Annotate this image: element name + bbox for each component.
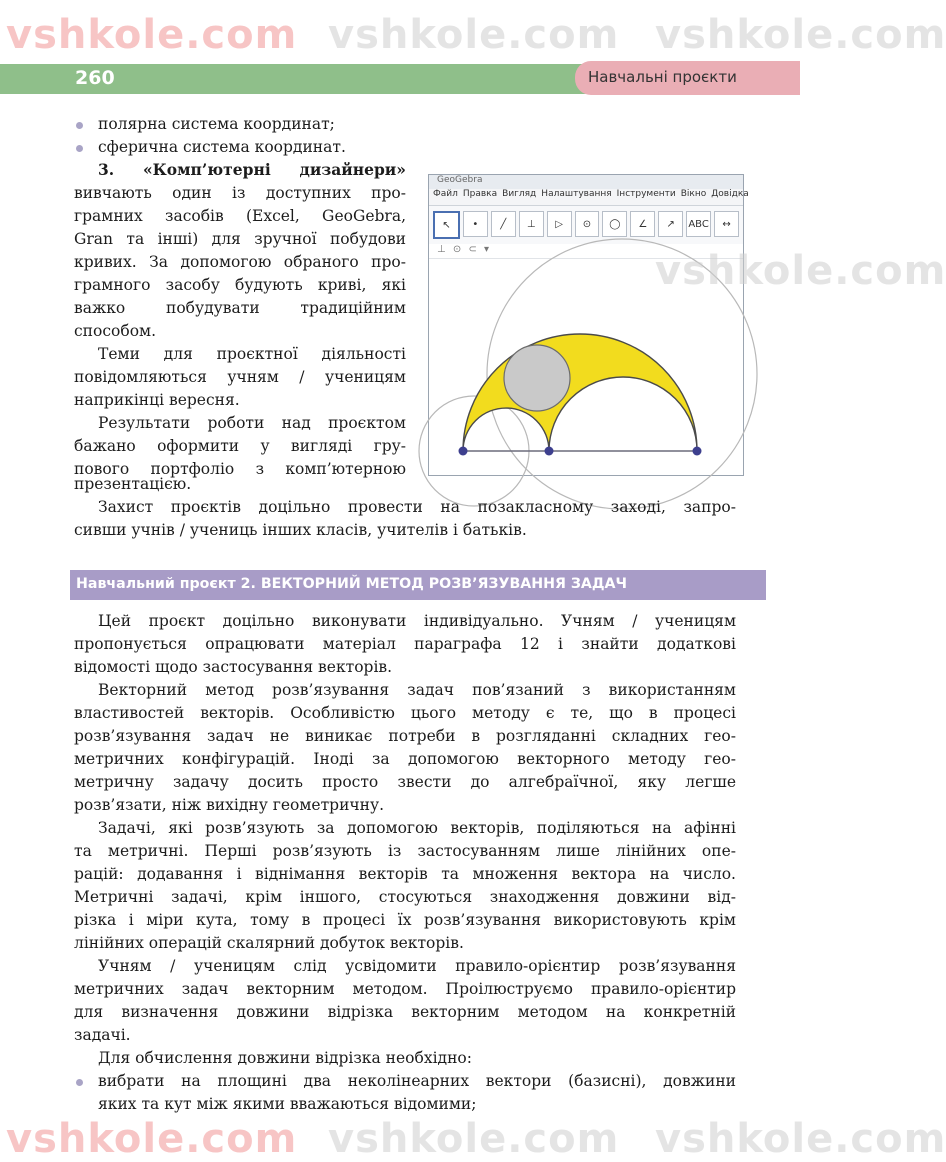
paragraph-line: бажано оформити у вигляді гру-	[74, 437, 406, 455]
pointer-tool-icon[interactable]: ↖	[433, 211, 460, 239]
inscribed-circle	[504, 345, 570, 411]
paragraph-line: задачі.	[74, 1026, 131, 1044]
paragraph-line: Теми для проєктної діяльності	[98, 345, 406, 363]
paragraph-line: Захист проєктів доцільно провести на позакласному заході, запро-	[98, 498, 736, 516]
paragraph-line: Задачі, які розв’язують за допомогою векторів, поділяються на афінні	[98, 819, 736, 837]
drawing-canvas	[429, 259, 743, 495]
paragraph-line: Для обчислення довжини відрізка необхідно:	[98, 1049, 472, 1067]
list-item: полярна система координат;	[98, 115, 335, 133]
point-a[interactable]	[459, 447, 468, 456]
paragraph-line: пропонується опрацювати матеріал параграфа 12 і знайти додаткові	[74, 635, 736, 653]
paragraph-line: презентацією.	[74, 475, 192, 493]
paragraph-line: Gran та інші) для зручної побудови	[74, 230, 406, 248]
arbelos-shape	[463, 334, 697, 451]
paragraph-line: відомості щодо застосування векторів.	[74, 658, 393, 676]
menu-item[interactable]: Налаштування	[541, 189, 612, 199]
paragraph-line: пового портфоліо з комп’ютерною	[74, 460, 406, 478]
watermark: vshkole.com	[328, 12, 620, 58]
paragraph-line: кривих. За допомогою обраного про-	[74, 253, 406, 271]
list-item: яких та кут між якими вважаються відомими;	[98, 1095, 477, 1113]
project-heading: Навчальний проєкт 2. ВЕКТОРНИЙ МЕТОД РОЗВ’ЯЗУВАННЯ ЗАДАЧ	[76, 576, 627, 592]
menu-item[interactable]: Файл	[433, 189, 458, 199]
point-c[interactable]	[545, 447, 554, 456]
window-title: GeoGebra	[429, 175, 743, 189]
menu-item[interactable]: Правка	[462, 189, 498, 199]
paragraph-line: Метричні задачі, крім іншого, стосуються знаходження довжини від-	[74, 888, 736, 906]
watermark: vshkole.com	[655, 248, 946, 294]
bullet	[76, 122, 83, 129]
menu-item[interactable]: Інструменти	[616, 189, 676, 199]
paragraph-line: вивчають один із доступних про-	[74, 184, 406, 202]
paragraph-line: лінійних операцій скалярний добуток векторів.	[74, 934, 464, 952]
point-b[interactable]	[693, 447, 702, 456]
point-tool-icon[interactable]: •	[463, 211, 488, 237]
paragraph-line: властивостей векторів. Особливістю цього методу є те, що в процесі	[74, 704, 736, 722]
paragraph-line: 3. «Комп’ютерні дизайнери»	[98, 160, 406, 179]
move-view-tool-icon[interactable]: ↔	[714, 211, 739, 237]
paragraph-line: Результати роботи над проєктом	[98, 414, 406, 432]
paragraph-line: важко побудувати традиційним	[74, 299, 406, 317]
angle-tool-icon[interactable]: ∠	[630, 211, 655, 237]
paragraph-line: повідомляються учням / ученицям	[74, 368, 406, 386]
paragraph-line: для визначення довжини відрізка векторним методом на конкретній	[74, 1003, 736, 1021]
paragraph-line: Цей проєкт доцільно виконувати індивідуально. Учням / ученицям	[98, 612, 736, 630]
text-tool-icon[interactable]: ABC	[686, 211, 711, 237]
circle-center-tool-icon[interactable]: ⊙	[575, 211, 600, 237]
paragraph-line: наприкінці вересня.	[74, 391, 240, 409]
menu-bar	[429, 189, 749, 206]
watermark: vshkole.com	[6, 1116, 298, 1162]
bullet	[76, 145, 83, 152]
perpendicular-tool-icon[interactable]: ⊥	[519, 211, 544, 237]
paragraph-line: метричних задач векторним методом. Проілюструємо правило-орієнтир	[74, 980, 736, 998]
paragraph-line: сивши учнів / учениць інших класів, учителів і батьків.	[74, 521, 527, 539]
paragraph-line: розв’язати, ніж вихідну геометричну.	[74, 796, 385, 814]
section-title: Навчальні проєкти	[588, 68, 737, 86]
page-number: 260	[75, 67, 115, 89]
geogebra-screenshot	[428, 174, 749, 476]
paragraph-line: Учням / ученицям слід усвідомити правило-орієнтир розв’язування	[98, 957, 736, 975]
watermark: vshkole.com	[655, 1116, 946, 1162]
toolbar	[429, 206, 743, 244]
paragraph-line: та метричні. Перші розв’язують із застосуванням лише лінійних опе-	[74, 842, 736, 860]
list-item: вибрати на площині два неколінеарних вектори (базисні), довжини	[98, 1072, 736, 1090]
paragraph-line: Векторний метод розв’язування задач пов’язаний з використанням	[98, 681, 736, 699]
paragraph-line: розв’язування задач не виникає потреби в розгляданні складних гео-	[74, 727, 736, 745]
paragraph-line: рацій: додавання і віднімання векторів та множення вектора на число.	[74, 865, 736, 883]
menu-item[interactable]: Вигляд	[502, 189, 537, 199]
circle-tool-icon[interactable]: ◯	[602, 211, 627, 237]
paragraph-line: метричну задачу досить просто звести до алгебраїчної, яку легше	[74, 773, 736, 791]
line-tool-icon[interactable]: ╱	[491, 211, 516, 237]
list-item: сферична система координат.	[98, 138, 346, 156]
menu-item[interactable]: Вікно	[680, 189, 707, 199]
paragraph-line: грамних засобів (Excel, GeoGebra,	[74, 207, 406, 225]
watermark: vshkole.com	[655, 12, 946, 58]
reflect-tool-icon[interactable]: ↗	[658, 211, 683, 237]
paragraph-line: різка і міри кута, тому в процесі їх розв’язування використовують крім	[74, 911, 736, 929]
paragraph-line: грамного засобу будують криві, які	[74, 276, 406, 294]
polygon-tool-icon[interactable]: ▷	[547, 211, 572, 237]
paragraph-line: метричних конфігурацій. Іноді за допомогою векторного методу гео-	[74, 750, 736, 768]
watermark: vshkole.com	[328, 1116, 620, 1162]
watermark: vshkole.com	[6, 12, 298, 58]
bullet	[76, 1079, 83, 1086]
style-bar: ⊥ ⊙ ⊂ ▾	[429, 244, 743, 259]
menu-item[interactable]: Довідка	[711, 189, 749, 199]
paragraph-line: способом.	[74, 322, 157, 340]
